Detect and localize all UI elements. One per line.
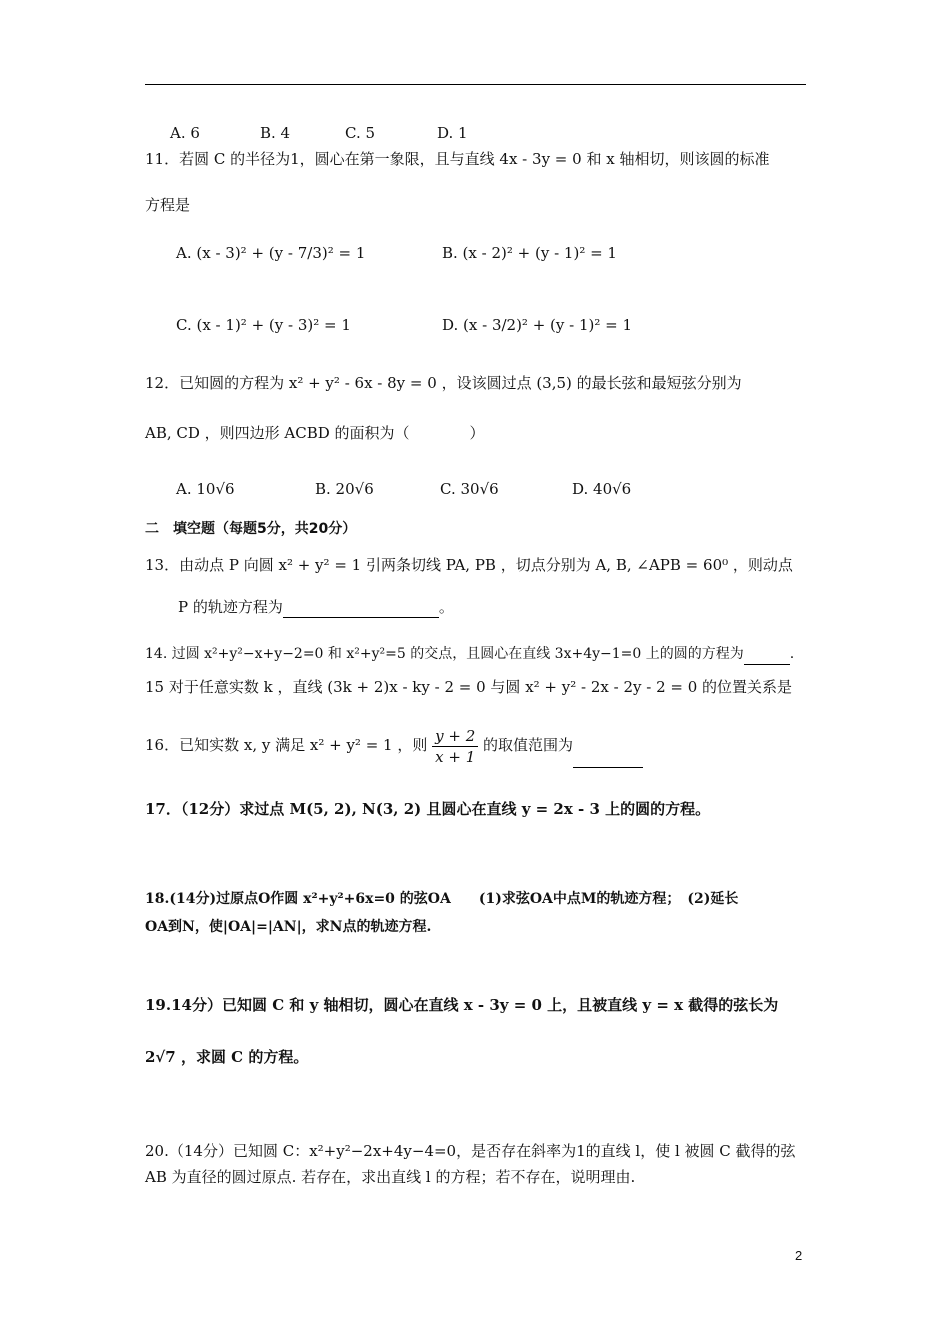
q10-option-a: A. 6 (170, 124, 200, 142)
q10-option-b: B. 4 (260, 124, 291, 142)
q11-option-b: B. (x - 2)² + (y - 1)² = 1 (442, 244, 617, 262)
q16-fraction-numerator: y + 2 (432, 726, 478, 747)
header-rule (145, 84, 806, 85)
q11-option-d: D. (x - 3/2)² + (y - 1)² = 1 (442, 316, 633, 334)
q12-option-c: C. 30√6 (440, 480, 499, 498)
q17-line: 17．（12分）求过点 M(5, 2), N(3, 2) 且圆心在直线 y = 2x - 3 上的圆的方程。 (145, 800, 711, 818)
q14-answer-blank[interactable] (744, 664, 790, 665)
q16-prefix: 16．已知实数 x, y 满足 x² + y² = 1 ，则 (145, 736, 428, 754)
q16-fraction (432, 726, 478, 767)
q12-option-a: A. 10√6 (176, 480, 235, 498)
q10-option-c: C. 5 (345, 124, 376, 142)
q11-option-a: A. (x - 3)² + (y - 7/3)² = 1 (176, 244, 366, 262)
section-title: 二 填空题（每题5分，共20分） (145, 521, 357, 537)
q19-line2: 2√7 ，求圆 C 的方程。 (145, 1048, 309, 1066)
q11-line2: 方程是 (145, 196, 191, 214)
page-number: 2 (795, 1248, 803, 1263)
q13-line2-end: 。 (438, 598, 454, 616)
q14-text: 14. 过圆 x²+y²−x+y−2=0 和 x²+y²=5 的交点，且圆心在直线 3x+4y−1=0 上的圆的方程为 (145, 646, 744, 662)
q14-end: . (789, 646, 795, 662)
q12-line1: 12．已知圆的方程为 x² + y² - 6x - 8y = 0 ，设该圆过点 (3,5) 的最长弦和最短弦分别为 (145, 374, 742, 392)
q13-line2 (178, 596, 454, 618)
q19-line1: 19.14分）已知圆 C 和 y 轴相切，圆心在直线 x - 3y = 0 上，且被直线 y = x 截得的弦长为 (145, 996, 779, 1014)
q13-line2-text: P 的轨迹方程为 (178, 598, 283, 616)
q16-fraction-denominator: x + 1 (435, 747, 476, 766)
q16-suffix: 的取值范围为 (483, 736, 574, 754)
q14-line (145, 643, 794, 665)
q13-line1: 13．由动点 P 向圆 x² + y² = 1 引两条切线 PA, PB ，切点分别为 A, B, ∠APB = 60⁰ ，则动点 (145, 556, 793, 574)
q18-line1: 18.(14分)过原点O作圆 x²+y²+6x=0 的弦OA (1)求弦OA中点M的轨迹方程； (2)延长 (145, 891, 739, 907)
q12-option-d: D. 40√6 (572, 480, 632, 498)
q16-line (145, 722, 643, 768)
q10-option-d: D. 1 (437, 124, 468, 142)
q18-line2: OA到N，使|OA|=|AN|，求N点的轨迹方程. (145, 919, 432, 935)
q15-line: 15 对于任意实数 k ，直线 (3k + 2)x - ky - 2 = 0 与圆 x² + y² - 2x - 2y - 2 = 0 的位置关系是 (145, 678, 793, 696)
q16-answer-blank[interactable] (573, 737, 643, 768)
q11-option-c: C. (x - 1)² + (y - 3)² = 1 (176, 316, 351, 334)
q13-answer-blank[interactable] (283, 617, 439, 618)
q12-line2: AB, CD ，则四边形 ACBD 的面积为（ ） (145, 424, 485, 442)
q20-line1: 20.（14分）已知圆 C：x²+y²−2x+4y−4=0，是否存在斜率为1的直线 l，使 l 被圆 C 截得的弦 (145, 1142, 796, 1160)
q20-line2: AB 为直径的圆过原点. 若存在，求出直线 l 的方程；若不存在，说明理由. (145, 1168, 636, 1186)
q12-option-b: B. 20√6 (315, 480, 374, 498)
q11-line1: 11．若圆 C 的半径为1，圆心在第一象限，且与直线 4x - 3y = 0 和 x 轴相切，则该圆的标准 (145, 150, 770, 168)
